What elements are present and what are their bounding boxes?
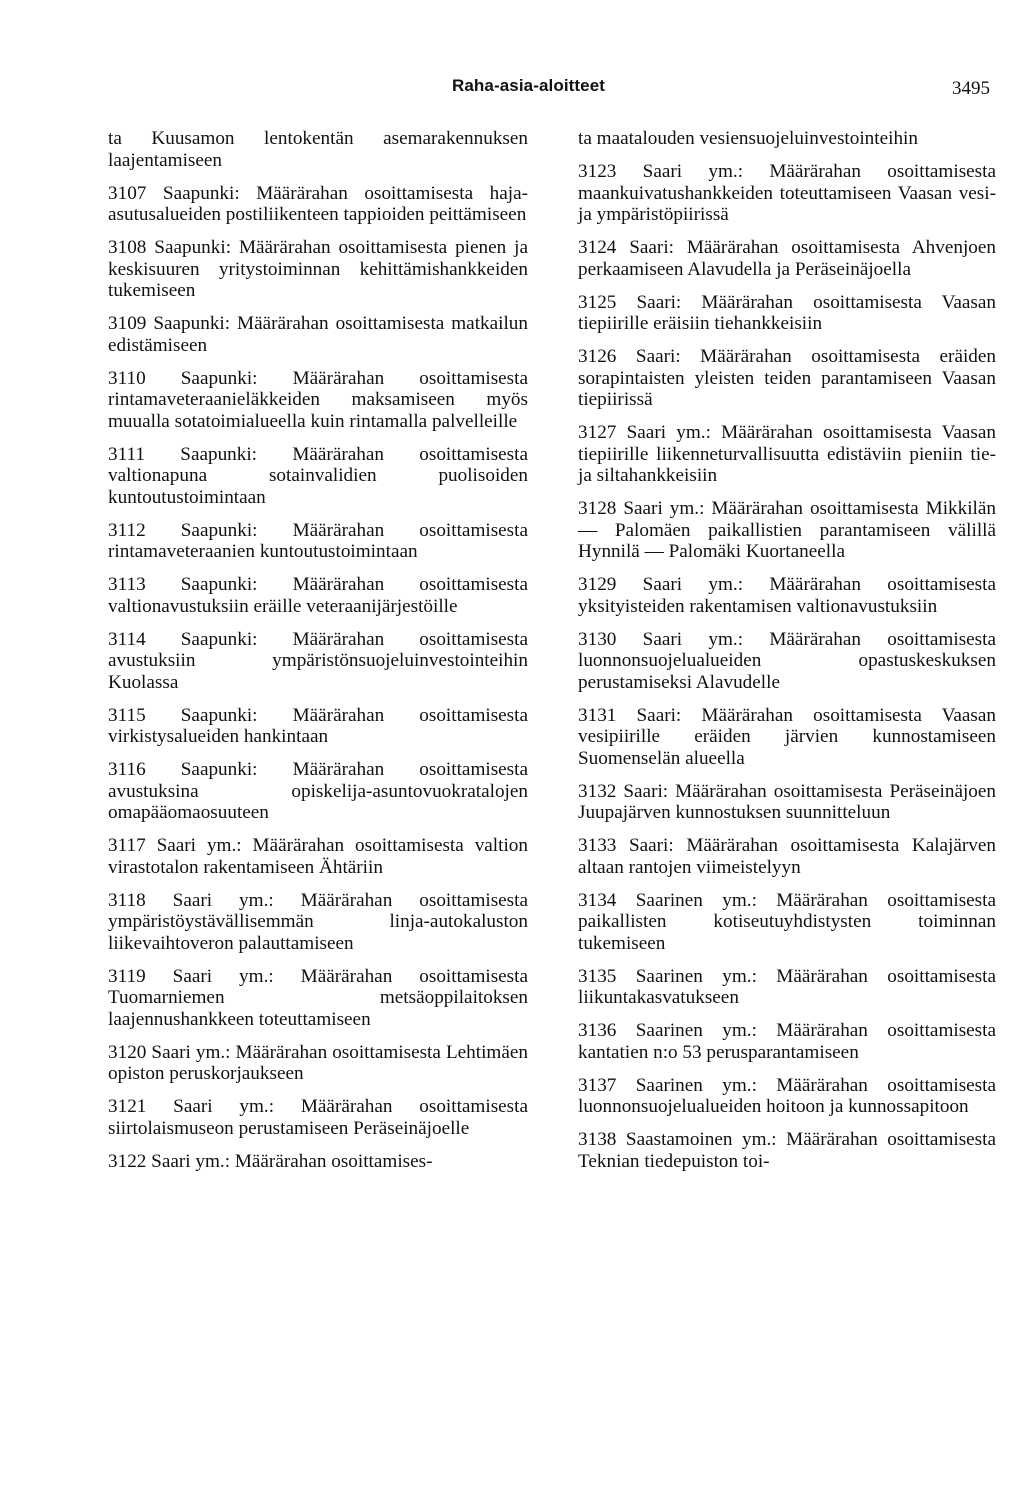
entry-text: 3134 Saarinen ym.: Määrärahan osoittamisesta paikallisten kotiseutuyhdistysten toiminnan tukemiseen bbox=[578, 889, 996, 954]
entry-text: 3136 Saarinen ym.: Määrärahan osoittamisesta kantatien n:o 53 perusparantamiseen bbox=[578, 1020, 996, 1063]
entry-text: 3138 Saastamoinen ym.: Määrärahan osoittamisesta Teknian tiedepuiston toi- bbox=[578, 1129, 996, 1172]
page-header bbox=[0, 76, 1024, 106]
entry-text: 3121 Saari ym.: Määrärahan osoittamisesta siirtolaismuseon perustamiseen Peräseinäjoelle bbox=[108, 1096, 528, 1139]
entry-text: 3126 Saari: Määrärahan osoittamisesta eräiden sorapintaisten yleisten teiden parantamiseen Vaasan tiepiirissä bbox=[578, 346, 996, 410]
entry-text: 3130 Saari ym.: Määrärahan osoittamisesta luonnonsuojelualueiden opastuskeskuksen perustamiseksi Alavudelle bbox=[578, 628, 996, 693]
list-item bbox=[108, 1096, 528, 1139]
page-number: 3495 bbox=[952, 78, 990, 99]
list-item bbox=[578, 292, 996, 335]
list-item bbox=[108, 313, 528, 356]
entry-text: 3113 Saapunki: Määrärahan osoittamisesta valtionavustuksiin eräille veteraanijärjestöille bbox=[108, 574, 528, 617]
list-item bbox=[578, 705, 996, 770]
entry-text: 3118 Saari ym.: Määrärahan osoittamisesta ympäristöystävällisemmän linja-autokaluston liikevaihtoveron palauttamiseen bbox=[108, 889, 528, 954]
list-item bbox=[578, 890, 996, 955]
entry-text: 3123 Saari ym.: Määrärahan osoittamisesta maankuivatushankkeiden toteuttamiseen Vaasan vesi- ja ympäristöpiirissä bbox=[578, 161, 996, 225]
entry-text: 3117 Saari ym.: Määrärahan osoittamisesta valtion virastotalon rakentamiseen Ähtäriin bbox=[108, 835, 528, 878]
entry-text: 3114 Saapunki: Määrärahan osoittamisesta avustuksiin ympäristönsuojeluinvestointeihin Kuolassa bbox=[108, 628, 528, 693]
list-item bbox=[108, 1042, 528, 1085]
entry-text: 3116 Saapunki: Määrärahan osoittamisesta avustuksina opiskelija-asuntovuokratalojen omapääomaosuuteen bbox=[108, 759, 528, 823]
entry-text: 3110 Saapunki: Määrärahan osoittamisesta rintamaveteraanieläkkeiden maksamiseen myös muualla sotatoimialueella kuin rintamalla palvelleille bbox=[108, 367, 528, 432]
running-title: Raha-asia-aloitteet bbox=[452, 76, 606, 95]
list-item bbox=[108, 966, 528, 1031]
list-item bbox=[578, 966, 996, 1009]
entry-text: 3115 Saapunki: Määrärahan osoittamisesta virkistysalueiden hankintaan bbox=[108, 704, 528, 747]
list-item bbox=[578, 835, 996, 878]
list-item bbox=[108, 128, 528, 171]
list-item bbox=[578, 128, 996, 150]
entry-text: 3137 Saarinen ym.: Määrärahan osoittamisesta luonnonsuojelualueiden hoitoon ja kunnossapitoon bbox=[578, 1074, 996, 1117]
right-column bbox=[578, 128, 996, 1184]
list-item bbox=[108, 759, 528, 824]
list-item bbox=[108, 835, 528, 878]
entry-text: 3135 Saarinen ym.: Määrärahan osoittamisesta liikuntakasvatukseen bbox=[578, 965, 996, 1008]
entry-text: 3124 Saari: Määrärahan osoittamisesta Ahvenjoen perkaamiseen Alavudella ja Peräseinäjoella bbox=[578, 237, 996, 280]
entry-text: 3129 Saari ym.: Määrärahan osoittamisesta yksityisteiden rakentamisen valtionavustuksiin bbox=[578, 574, 996, 617]
list-item bbox=[108, 574, 528, 617]
entry-text: 3120 Saari ym.: Määrärahan osoittamisesta Lehtimäen opiston peruskorjaukseen bbox=[108, 1041, 528, 1084]
list-item bbox=[108, 890, 528, 955]
list-item bbox=[578, 161, 996, 226]
entry-text: 3112 Saapunki: Määrärahan osoittamisesta rintamaveteraanien kuntoutustoimintaan bbox=[108, 519, 528, 562]
list-item bbox=[108, 368, 528, 433]
entry-text: ta Kuusamon lentokentän asemarakennuksen laajentamiseen bbox=[108, 128, 528, 171]
list-item bbox=[578, 237, 996, 280]
list-item bbox=[578, 498, 996, 563]
entry-text: 3111 Saapunki: Määrärahan osoittamisesta valtionapuna sotainvalidien puolisoiden kuntoutustoimintaan bbox=[108, 443, 528, 508]
list-item bbox=[108, 520, 528, 563]
entry-text: 3119 Saari ym.: Määrärahan osoittamisesta Tuomarniemen metsäoppilaitoksen laajennushankkeen toteuttamiseen bbox=[108, 965, 528, 1030]
entry-text: ta maatalouden vesiensuojeluinvestointeihin bbox=[578, 128, 918, 149]
list-item bbox=[578, 629, 996, 694]
list-item bbox=[578, 422, 996, 487]
entry-text: 3107 Saapunki: Määrärahan osoittamisesta haja-asutusalueiden postiliikenteen tappioiden peittämiseen bbox=[108, 182, 528, 225]
list-item bbox=[108, 444, 528, 509]
list-item bbox=[578, 1075, 996, 1118]
list-item bbox=[578, 1020, 996, 1063]
list-item bbox=[108, 237, 528, 302]
entry-text: 3127 Saari ym.: Määrärahan osoittamisesta Vaasan tiepiirille liikenneturvallisuutta edistäviin pieniin tie- ja siltahankkeisiin bbox=[578, 422, 996, 486]
list-item bbox=[108, 629, 528, 694]
left-column bbox=[108, 128, 528, 1184]
entry-text: 3108 Saapunki: Määrärahan osoittamisesta pienen ja keskisuuren yritystoiminnan kehittämishankkeiden tukemiseen bbox=[108, 237, 528, 301]
list-item bbox=[578, 574, 996, 617]
list-item bbox=[108, 705, 528, 748]
list-item bbox=[578, 781, 996, 824]
entry-text: 3133 Saari: Määrärahan osoittamisesta Kalajärven altaan rantojen viimeistelyyn bbox=[578, 835, 996, 878]
entry-text: 3122 Saari ym.: Määrärahan osoittamises- bbox=[108, 1150, 433, 1172]
entry-text: 3125 Saari: Määrärahan osoittamisesta Vaasan tiepiirille eräisiin tiehankkeisiin bbox=[578, 291, 996, 334]
entry-text: 3109 Saapunki: Määrärahan osoittamisesta matkailun edistämiseen bbox=[108, 313, 528, 356]
list-item bbox=[578, 1129, 996, 1172]
list-item bbox=[108, 1151, 528, 1173]
list-item bbox=[108, 183, 528, 226]
entry-text: 3131 Saari: Määrärahan osoittamisesta Vaasan vesipiirille eräiden järvien kunnostamiseen Suomenselän alueella bbox=[578, 704, 996, 769]
list-item bbox=[578, 346, 996, 411]
entry-text: 3132 Saari: Määrärahan osoittamisesta Peräseinäjoen Juupajärven kunnostuksen suunnitteluun bbox=[578, 780, 996, 823]
entry-text: 3128 Saari ym.: Määrärahan osoittamisesta Mikkilän — Palomäen paikallistien parantamiseen välillä Hynnilä — Palomäki Kuortaneella bbox=[578, 498, 996, 562]
